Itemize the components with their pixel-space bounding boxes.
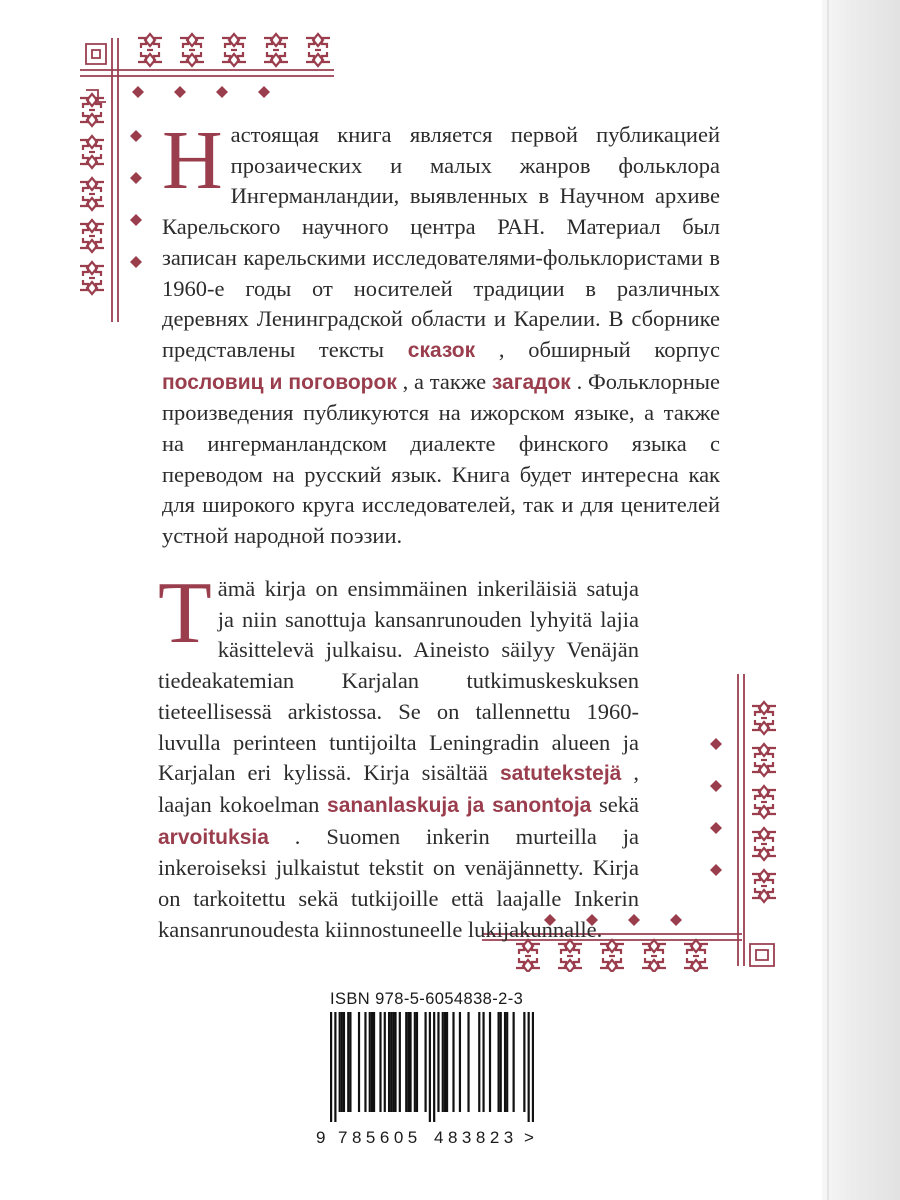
barcode-bar [513,1012,515,1112]
barcode-bar [478,1012,480,1112]
barcode-bar [347,1012,349,1112]
highlight-poslovitsy: пословиц и поговорок [162,370,397,394]
description-russian [162,114,721,552]
barcode [330,1012,534,1122]
barcode-digits-right: 483823 [434,1128,518,1147]
barcode-bar [334,1012,336,1122]
barcode-bar [416,1012,418,1112]
barcode-end-marker: > [524,1128,534,1147]
barcode-bar [467,1012,469,1112]
barcode-bar [379,1012,381,1112]
text-ru-4: , а также [402,368,492,394]
barcode-bar [399,1012,401,1112]
text-ru-0: астоящая книга является первой публикацией прозаических и малых жанров фольклора Ингерманландии, выявленных в Научном архиве Карельского научного центра РАН. Материал был записан карельскими исследователями-фольклористами в 1960-е годы от носителей традиции в различных деревнях Ленинградской области и Карелии. В сборнике представлены тексты [162,122,720,362]
description-finnish [158,565,640,945]
barcode-bar [414,1012,416,1112]
barcode-bar [459,1012,461,1112]
barcode-bar [532,1012,534,1122]
barcode-bar [364,1012,366,1112]
text-fi-2: , laajan kokoelman [158,760,639,817]
barcode-bar [528,1012,530,1122]
barcode-digit-lead: 9 [316,1128,326,1147]
barcode-bar [433,1012,435,1122]
barcode-bar [489,1012,491,1112]
barcode-bar [358,1012,360,1112]
barcode-bar [371,1012,373,1112]
barcode-bar [388,1012,390,1112]
barcode-bar [523,1012,525,1112]
highlight-zagadki: загадок [491,370,571,394]
barcode-bar [394,1012,396,1112]
barcode-bar [373,1012,375,1112]
text-ru-6: . Фольклорные произведения публикуются на ижорском языке, а также на ингерманландском диалекте финского языка с переводом на русский язык. Книга будет интересна как для широкого круга исследователей, так и для ценителей устной народной поэзии. [162,368,721,549]
barcode-bar [392,1012,394,1112]
dropcap-finnish: T [158,565,212,662]
spine-fold-line [827,0,829,1200]
barcode-bar [446,1012,448,1112]
highlight-sananlaskut: sananlaskuja ja sanontoja [327,793,592,817]
barcode-bar [409,1012,411,1112]
barcode-bar [497,1012,499,1112]
barcode-bar [330,1012,332,1122]
highlight-arvoitukset: arvoituksia [158,825,269,849]
barcode-bar [424,1012,426,1112]
text-fi-0: ämä kirja on ensimmäinen inkeriläisiä satuja ja niin sanottuja kansanrunouden lyhyitä lajia käsittelevä julkaisu. Aineisto säilyy Venäjän tiedeakatemian Karjalan tutkimuskeskuksen tieteellisessä arkistossa. Se on tallennettu 1960-luvulla perinteen tuntijoilta Leningradin alueen ja Karjalan eri kylissä. Kirja sisältää [158,576,639,786]
text-fi-6: . Suomen inkerin murteilla ja inkeroiseksi julkaistut tekstit on venäjännetty. Kirja on tarkoitettu sekä tutkijoille että laajalle Inkerin kansanrunoudesta kiinnostuneelle lukijakunnalle. [158,823,639,942]
barcode-bar [390,1012,392,1112]
barcode-bar [349,1012,351,1112]
barcode-bar [339,1012,341,1112]
barcode-bar [442,1012,444,1112]
barcode-bar [506,1012,508,1112]
dropcap-russian: Н [162,114,223,207]
isbn-label: ISBN 978-5-6054838-2-3 [330,990,524,1008]
highlight-skazok: сказок [407,338,476,362]
text-fi-4: sekä [599,791,640,817]
text-ru-2: , обширный корпус [498,336,720,362]
barcode-bar [343,1012,345,1112]
book-spine-edge [822,0,900,1200]
barcode-bar [405,1012,407,1112]
highlight-satutekstit: satutekstejä [499,762,622,786]
barcode-digits [316,1128,536,1150]
barcode-bar [341,1012,343,1112]
barcode-bar [429,1012,431,1122]
barcode-digits-left: 785605 [338,1128,422,1147]
barcode-bar [437,1012,439,1112]
barcode-bar [500,1012,502,1112]
barcode-bar [482,1012,484,1112]
barcode-bar [384,1012,386,1112]
barcode-bar [369,1012,371,1112]
barcode-bar [504,1012,506,1112]
barcode-bar [444,1012,446,1112]
barcode-bar [407,1012,409,1112]
barcode-bar [452,1012,454,1112]
